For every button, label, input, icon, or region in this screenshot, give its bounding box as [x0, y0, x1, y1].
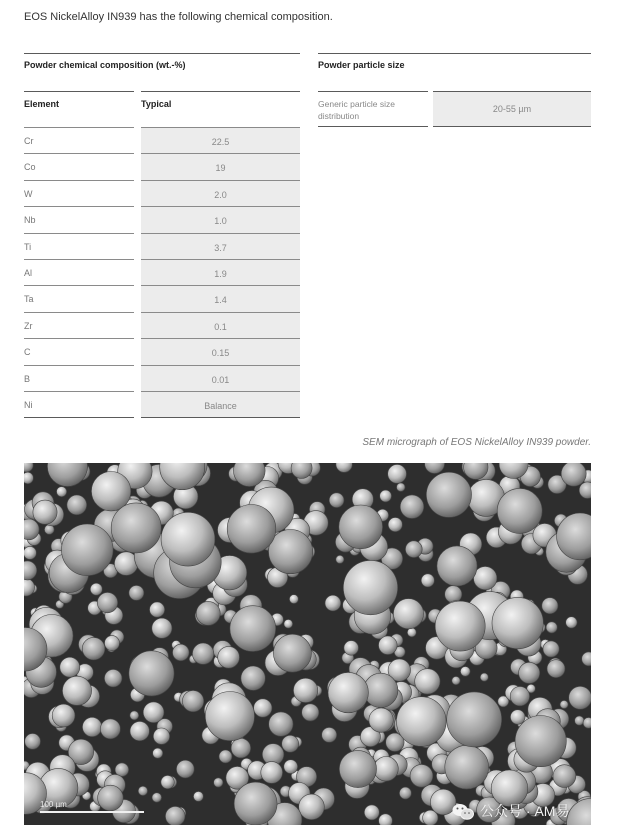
powder-particle [161, 775, 174, 788]
sem-particles-image [24, 463, 591, 825]
powder-particle [100, 719, 120, 739]
powder-particle [435, 601, 485, 651]
powder-particle [299, 794, 325, 820]
element-cell: Al [24, 259, 134, 285]
table-row [24, 391, 300, 417]
powder-particle [219, 750, 232, 763]
powder-particle [339, 505, 383, 549]
wechat-icon [452, 803, 474, 821]
powder-particle [176, 760, 194, 778]
powder-particle [393, 599, 423, 629]
powder-particle [273, 634, 311, 672]
powder-particle [369, 708, 393, 732]
element-cell: W [24, 180, 134, 206]
powder-particle [143, 702, 164, 723]
powder-particle [388, 465, 407, 484]
powder-particle [328, 672, 368, 712]
typical-cell: 0.1 [141, 312, 300, 338]
particle-size-table [318, 53, 591, 127]
powder-particle [150, 602, 165, 617]
powder-particle [336, 555, 344, 563]
powder-particle [173, 644, 190, 661]
typical-cell: Balance [141, 391, 300, 417]
powder-particle [153, 728, 169, 744]
powder-particle [261, 762, 283, 784]
powder-particle [152, 618, 172, 638]
powder-particle [111, 503, 161, 553]
powder-particle [129, 651, 174, 696]
powder-particle [241, 666, 265, 690]
powder-particle [138, 786, 147, 795]
powder-particle [379, 636, 398, 655]
powder-particle [302, 704, 319, 721]
powder-particle [397, 697, 447, 747]
powder-particle [67, 495, 87, 515]
powder-particle [284, 760, 298, 774]
powder-particle [289, 595, 298, 604]
element-cell: C [24, 338, 134, 364]
powder-particle [293, 678, 317, 702]
powder-particle [546, 622, 557, 633]
powder-particle [561, 463, 586, 486]
typical-cell: 19 [141, 153, 300, 179]
powder-particle [284, 619, 293, 628]
typical-cell: 1.9 [141, 259, 300, 285]
powder-particle [254, 699, 272, 717]
table-row [24, 233, 300, 259]
powder-particle [82, 637, 105, 660]
composition-table-header [24, 91, 300, 127]
powder-particle [510, 687, 529, 706]
powder-particle [399, 787, 411, 799]
powder-particle [480, 673, 488, 681]
powder-particle [230, 606, 276, 652]
powder-particle [192, 643, 213, 664]
powder-particle [415, 669, 440, 694]
powder-particle [400, 495, 424, 519]
powder-particle [364, 805, 379, 820]
powder-particle [407, 628, 416, 637]
element-cell: Cr [24, 127, 134, 153]
column-header-element: Element [24, 91, 134, 128]
powder-particle [205, 692, 254, 741]
powder-particle [325, 595, 341, 611]
table-bottom-rule [24, 417, 300, 419]
powder-particle [62, 524, 114, 576]
particle-size-value: 20-55 µm [433, 91, 591, 127]
typical-cell: 2.0 [141, 180, 300, 206]
element-cell: Co [24, 153, 134, 179]
table-row [24, 259, 300, 285]
typical-cell: 3.7 [141, 233, 300, 259]
powder-particle [130, 711, 139, 720]
powder-particle [196, 601, 220, 625]
powder-particle [62, 676, 91, 705]
powder-particle [560, 700, 568, 708]
powder-particle [329, 493, 344, 508]
typical-cell: 1.4 [141, 285, 300, 311]
element-cell: Ti [24, 233, 134, 259]
table-row [24, 153, 300, 179]
particle-size-title: Powder particle size [318, 60, 405, 70]
element-cell: Ta [24, 285, 134, 311]
column-header-typical: Typical [141, 91, 300, 128]
powder-particle [566, 617, 577, 628]
powder-particle [129, 585, 144, 600]
scale-bar [40, 811, 144, 813]
element-cell: Nb [24, 206, 134, 232]
powder-particle [492, 597, 543, 648]
table-row [24, 127, 300, 153]
powder-particle [364, 673, 398, 707]
powder-particle [98, 785, 124, 811]
powder-particle [130, 721, 149, 740]
element-cell: Zr [24, 312, 134, 338]
powder-particle [445, 586, 462, 603]
powder-particle [569, 686, 591, 709]
powder-particle [405, 541, 422, 558]
powder-particle [231, 738, 251, 758]
powder-particle [583, 718, 591, 729]
powder-particle [33, 500, 57, 524]
scale-label: 100 µm [40, 800, 67, 809]
watermark [452, 801, 569, 821]
powder-particle [60, 657, 80, 677]
powder-particle [515, 716, 566, 767]
table-row [24, 285, 300, 311]
powder-particle [52, 704, 75, 727]
particle-size-title-row [318, 53, 591, 91]
powder-particle [339, 750, 376, 787]
powder-particle [437, 546, 477, 586]
powder-particle [343, 560, 397, 614]
powder-particle [182, 690, 203, 711]
powder-particle [388, 518, 402, 532]
typical-cell: 22.5 [141, 127, 300, 153]
powder-particle [421, 574, 434, 587]
powder-particle [152, 793, 162, 803]
watermark-text: 公众号 · AM易 [480, 803, 570, 819]
composition-table-title: Powder chemical composition (wt.-%) [24, 60, 186, 70]
sem-micrograph [24, 463, 591, 825]
powder-particle [497, 488, 542, 533]
powder-particle [90, 583, 102, 595]
powder-particle [234, 782, 277, 825]
composition-table [24, 53, 300, 419]
particle-size-row [318, 91, 591, 127]
intro-text: EOS NickelAlloy IN939 has the following chemical composition. [24, 11, 333, 23]
powder-particle [460, 667, 470, 677]
powder-particle [57, 487, 67, 497]
powder-particle [374, 757, 399, 782]
powder-particle [218, 646, 240, 668]
powder-particle [282, 735, 299, 752]
powder-particle [547, 660, 565, 678]
figure-caption: SEM micrograph of EOS NickelAlloy IN939 powder. [362, 437, 591, 448]
powder-particle [410, 764, 433, 787]
powder-particle [82, 717, 101, 736]
powder-particle [105, 636, 120, 651]
powder-particle [104, 669, 122, 687]
element-cell: Ni [24, 391, 134, 417]
powder-particle [227, 505, 276, 554]
table-row [24, 365, 300, 391]
powder-particle [24, 472, 33, 484]
typical-cell: 1.0 [141, 206, 300, 232]
powder-particle [380, 490, 392, 502]
powder-particle [447, 692, 502, 747]
powder-particle [553, 765, 576, 788]
powder-particle [269, 712, 293, 736]
powder-particle [397, 483, 406, 492]
powder-particle [452, 676, 460, 684]
powder-particle [379, 814, 393, 825]
powder-particle [153, 748, 163, 758]
powder-particle [426, 472, 471, 517]
powder-particle [322, 727, 337, 742]
composition-table-title-row [24, 53, 300, 91]
table-row [24, 338, 300, 364]
table-row [24, 312, 300, 338]
typical-cell: 0.01 [141, 365, 300, 391]
table-row [24, 180, 300, 206]
particle-size-label: Generic particle size distribution [318, 91, 428, 127]
powder-particle [193, 791, 203, 801]
powder-particle [543, 641, 559, 657]
powder-particle [344, 641, 359, 656]
powder-particle [165, 806, 185, 825]
powder-particle [214, 778, 223, 787]
powder-particle [542, 598, 558, 614]
powder-particle [161, 512, 215, 566]
powder-particle [445, 745, 489, 789]
powder-particle [519, 662, 540, 683]
powder-particle [24, 546, 36, 559]
powder-particle [25, 734, 41, 750]
powder-particle [97, 592, 117, 612]
powder-particle [510, 710, 525, 725]
element-cell: B [24, 365, 134, 391]
powder-particle [91, 472, 130, 511]
table-row [24, 206, 300, 232]
powder-particle [269, 530, 313, 574]
powder-particle [575, 716, 584, 725]
typical-cell: 0.15 [141, 338, 300, 364]
